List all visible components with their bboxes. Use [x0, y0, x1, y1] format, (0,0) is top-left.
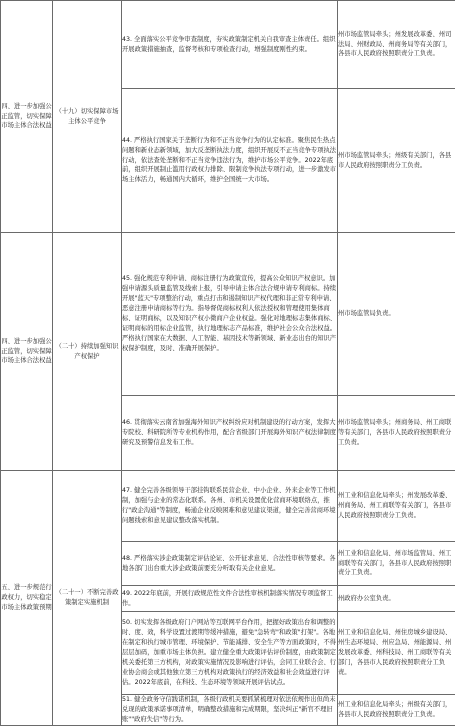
measure-text: 44. 严格执行国家关于垄断行为和不正当竞争行为的认定标准。聚焦民生热点问题和新业态新领域，加大反垄断执法力度，组织开展反不正当竞争专项执法行动，依法查处垄断和不正当竞争违法行为，维护市场公平竞争。2022年底前，组织开展制止滥用行政权力排除、限制竞争执法专项行动，进一步激发市场主体活力，畅通国内大循环，维护全国统一大市场。 [122, 136, 337, 186]
subsection-cell [53, 471, 122, 726]
measure-text: 49. 2022年底前，开展行政规范性文件合法性审核机制落实情况专项监督工作。 [122, 589, 337, 609]
responsible-dept-text: 州市场监管局牵头；州级有关部门，各县市人民政府按照职责分工负责。 [338, 151, 455, 171]
subsection-cell [53, 233, 122, 471]
responsible-dept-cell [338, 471, 455, 542]
responsible-dept-cell [338, 89, 455, 233]
responsible-dept-text: 州工业和信息化局牵头；州级有关部门，各县市人民政府按照职责分工负责。 [338, 700, 455, 720]
measure-text: 50. 切实发挥各级政府门户网站等互联网平台作用，把握好政策出台和调整的时、度、效，科学设置过渡期等缓冲措施，避免"急转弯"和政策"打架"。各地在制定和执行城市管理、环境保护、节能减排、安全生产等方面政策时，不得层层加码，加重市场主体负担。建立健全重大政策评估评价制度，由政策制定机关委托第三方机构，对政策实施情况及影响进行评估，会同工业联合会、行业协会商会或其他独立第三方机构对政策执行的经济效益和社会效益进行评估。2022年底前，在科技、生态环境等领域开展评估试点。 [122, 618, 337, 688]
responsible-dept-cell [338, 396, 455, 471]
measure-text: 43. 全面落实公平竞争审查制度，夯实政策制定机关自我审查主体责任。组织开展政策措施抽查，监督考核和专项检查行动，增强制度刚性约束。 [122, 35, 337, 55]
responsible-dept-text: 州政府办公室负责。 [338, 594, 455, 604]
responsible-dept-text: 州工业和信息化局牵头；州发展改革委、州商务局、州工商联等有关部门，各县市人民政府按照职责分工负责。 [338, 491, 455, 521]
subsection-cell [53, 1, 122, 233]
subsection-label: （二十一）不断完善政策制定实施机制 [53, 588, 121, 608]
measure-text: 48. 严格落实涉企政策制定评估论证、公开征求意见、合法性审核等要求。各地各部门出台重大涉企政策前要充分听取有关企业意见。 [122, 554, 337, 574]
measure-text: 46. 贯彻落实云南省加强海外知识产权纠纷应对机制建设的行动方案，发挥大专院校、科研院所等专业机构作用，配合省级部门开展海外知识产权法律制度研究及预警信息发布工作。 [122, 418, 337, 448]
subsection-label: （十九）切实保障市场主体公平竞争 [53, 107, 121, 127]
category-cell [1, 1, 53, 233]
category-label: 四、进一步加强公正监管，切实保障市场主体合法权益 [1, 102, 52, 132]
measure-cell [122, 586, 338, 612]
category-label: 四、进一步加强公正监管，切实保障市场主体合法权益 [1, 337, 52, 367]
category-cell [1, 471, 53, 726]
responsible-dept-text: 州市场监管局牵头；州商务局、州工商联等有关部门，各县市人民政府按照职责分工负责。 [338, 418, 455, 448]
responsible-dept-cell [338, 542, 455, 586]
responsible-dept-cell [338, 612, 455, 695]
measure-text: 45. 强化规范专利申请、商标注册行为政策宣传，提高公众知识产权意识。加强申请源头质量监管及线索上报，引导申请主体合法合规申请专利商标。持续开展"蓝天"专项整治行动，重点打击和遏制知识产权代理和非正常专利申请、恶意注册申请商标等行为。指导督促商标权利人依法授权和管理使用集体商标、证明商标，以及知识产权小微商户企业权益。强化对地理标志集体商标、证明商标的用标企业监管，执行地理标志产品标准，维护社会公众合法权益。严格执行国家在大数据、人工智能、基因技术等新领域、新业态出台的知识产权保护制度，及时、准确开展保护。 [122, 274, 337, 354]
measure-text: 51. 健全政务守信践诺机制，各级行政机关要抓紧梳理对依法依规作出但尚未兑现的政策承诺事项清单，明确整改措施和完成期限，坚决纠正"新官不理旧账""政府失信"等行为。 [122, 695, 337, 725]
responsible-dept-cell [338, 1, 455, 89]
measure-text: 47. 健全完善各级领导干部挂钩联系民营企业、中小企业、外来企业等工作机制，加强与企业的常态化联系。各州、市机关设置优化营商环境联络点，推行"政企沟通"等制度，畅通企业反映困难和意见建议渠道，健全完善营商环境问题线索和意见建议整改落实机制。 [122, 486, 337, 526]
measure-cell [122, 612, 338, 695]
measure-cell [122, 1, 338, 89]
measure-cell [122, 89, 338, 233]
measure-cell [122, 233, 338, 396]
table-row [1, 471, 455, 542]
measure-cell [122, 396, 338, 471]
measure-cell [122, 471, 338, 542]
responsible-dept-text: 州市场监管局牵头；州发展改革委、州司法局、州财政局、州商务局等有关部门，各县市人民政府按照职责分工负责。 [338, 30, 455, 60]
responsible-dept-cell [338, 586, 455, 612]
measure-cell [122, 542, 338, 586]
category-cell [1, 233, 53, 471]
table-row [1, 233, 455, 396]
subsection-label: （二十）持续加强知识产权保护 [53, 342, 121, 362]
responsible-dept-cell [338, 233, 455, 396]
measure-cell [122, 695, 338, 726]
responsible-dept-cell [338, 695, 455, 726]
responsible-dept-text: 州工业和信息化局、州市场监管局、州工商联等有关部门，各县市人民政府按照职责分工负责。 [338, 549, 455, 579]
category-label: 五、进一步规范行政权力，切实稳定市场主体政策预期 [1, 583, 52, 613]
responsible-dept-text: 州工业和信息化局、州住房城乡建设局、州生态环境局、州应急局、州能源局、州发展改革委、州科技局、州工商联等有关部门，各县市人民政府按照职责分工负责。 [338, 628, 455, 678]
responsible-dept-text: 州市场监管局负责。 [338, 309, 455, 319]
table-row [1, 1, 455, 89]
